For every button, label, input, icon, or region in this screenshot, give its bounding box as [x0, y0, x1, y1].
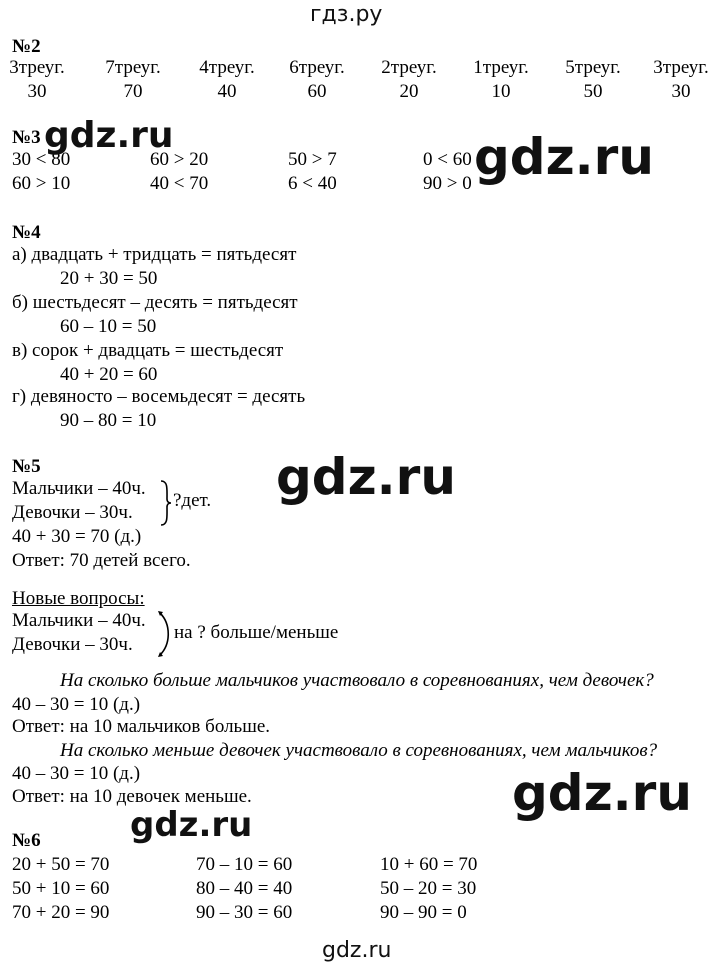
- comparison-cell: 0 < 60: [423, 149, 472, 170]
- exercise-6-title: №6: [12, 830, 41, 851]
- triangle-value: 50: [583, 81, 603, 102]
- triangle-label: 3треуг.: [9, 57, 65, 78]
- compare-arrow-icon: [157, 610, 173, 658]
- answer-line: Ответ: 70 детей всего.: [12, 550, 191, 571]
- triangle-label: 5треуг.: [565, 57, 621, 78]
- triangle-value: 10: [491, 81, 511, 102]
- triangle-group: [0, 56, 78, 104]
- numeric-equation: 60 – 10 = 50: [60, 316, 157, 337]
- site-footer: gdz.ru: [322, 938, 392, 963]
- answer-line: Ответ: на 10 девочек меньше.: [12, 786, 252, 807]
- watermark: gdz.ru: [44, 115, 174, 156]
- comparison-cell: 60 > 20: [150, 149, 209, 170]
- triangle-label: 3треуг.: [653, 57, 709, 78]
- triangle-label: 6треуг.: [289, 57, 345, 78]
- boys-count: Мальчики – 40ч.: [12, 610, 146, 631]
- new-questions-heading: Новые вопросы:: [12, 588, 145, 609]
- compare-label: на ? больше/меньше: [174, 622, 339, 643]
- exercise-3-title: №3: [12, 127, 41, 148]
- equation-cell: 10 + 60 = 70: [380, 854, 478, 875]
- site-header: гдз.ру: [310, 2, 383, 27]
- triangle-group: [640, 56, 720, 104]
- equation-cell: 90 – 90 = 0: [380, 902, 467, 923]
- equation-cell: 70 – 10 = 60: [196, 854, 293, 875]
- triangle-value: 70: [123, 81, 143, 102]
- triangle-label: 2треуг.: [381, 57, 437, 78]
- comparison-cell: 30 < 80: [12, 149, 71, 170]
- comparison-cell: 40 < 70: [150, 173, 209, 194]
- triangle-group: [276, 56, 358, 104]
- equation-cell: 90 – 30 = 60: [196, 902, 293, 923]
- equation-cell: 70 + 20 = 90: [12, 902, 110, 923]
- word-equation: г) девяносто – восемьдесят = десять: [12, 386, 306, 407]
- solution-line: 40 – 30 = 10 (д.): [12, 694, 141, 715]
- numeric-equation: 20 + 30 = 50: [60, 268, 158, 289]
- triangle-group: [460, 56, 542, 104]
- equation-cell: 20 + 50 = 70: [12, 854, 110, 875]
- girls-count: Девочки – 30ч.: [12, 502, 133, 523]
- solution-line: 40 – 30 = 10 (д.): [12, 763, 141, 784]
- watermark: gdz.ru: [474, 128, 654, 186]
- triangle-group: [92, 56, 174, 104]
- triangle-group: [368, 56, 450, 104]
- triangle-group: [186, 56, 268, 104]
- girls-count: Девочки – 30ч.: [12, 634, 133, 655]
- triangle-group: [552, 56, 634, 104]
- comparison-cell: 60 > 10: [12, 173, 71, 194]
- brace-question: ?дет.: [173, 490, 212, 511]
- question-text: На сколько меньше девочек участвовало в соревнованиях, чем мальчиков?: [60, 740, 658, 761]
- word-equation: а) двадцать + тридцать = пятьдесят: [12, 244, 297, 265]
- equation-cell: 50 + 10 = 60: [12, 878, 110, 899]
- triangle-label: 1треуг.: [473, 57, 529, 78]
- numeric-equation: 90 – 80 = 10: [60, 410, 157, 431]
- comparison-cell: 50 > 7: [288, 149, 337, 170]
- triangle-value: 20: [399, 81, 419, 102]
- word-equation: в) сорок + двадцать = шестьдесят: [12, 340, 284, 361]
- comparison-cell: 90 > 0: [423, 173, 472, 194]
- comparison-cell: 6 < 40: [288, 173, 337, 194]
- triangle-value: 30: [671, 81, 691, 102]
- triangle-value: 30: [27, 81, 47, 102]
- solution-line: 40 + 30 = 70 (д.): [12, 526, 142, 547]
- exercise-5-title: №5: [12, 456, 41, 477]
- equation-cell: 80 – 40 = 40: [196, 878, 293, 899]
- equation-cell: 50 – 20 = 30: [380, 878, 477, 899]
- triangle-label: 4треуг.: [199, 57, 255, 78]
- exercise-2-title: №2: [12, 36, 41, 57]
- numeric-equation: 40 + 20 = 60: [60, 364, 158, 385]
- word-equation: б) шестьдесят – десять = пятьдесят: [12, 292, 298, 313]
- watermark: gdz.ru: [130, 805, 253, 845]
- triangle-value: 40: [217, 81, 237, 102]
- exercise-4-title: №4: [12, 222, 41, 243]
- triangle-value: 60: [307, 81, 327, 102]
- boys-count: Мальчики – 40ч.: [12, 478, 146, 499]
- triangle-label: 7треуг.: [105, 57, 161, 78]
- watermark: gdz.ru: [512, 764, 692, 822]
- watermark: gdz.ru: [276, 448, 456, 506]
- question-text: На сколько больше мальчиков участвовало в соревнованиях, чем девочек?: [60, 670, 654, 691]
- answer-line: Ответ: на 10 мальчиков больше.: [12, 716, 271, 737]
